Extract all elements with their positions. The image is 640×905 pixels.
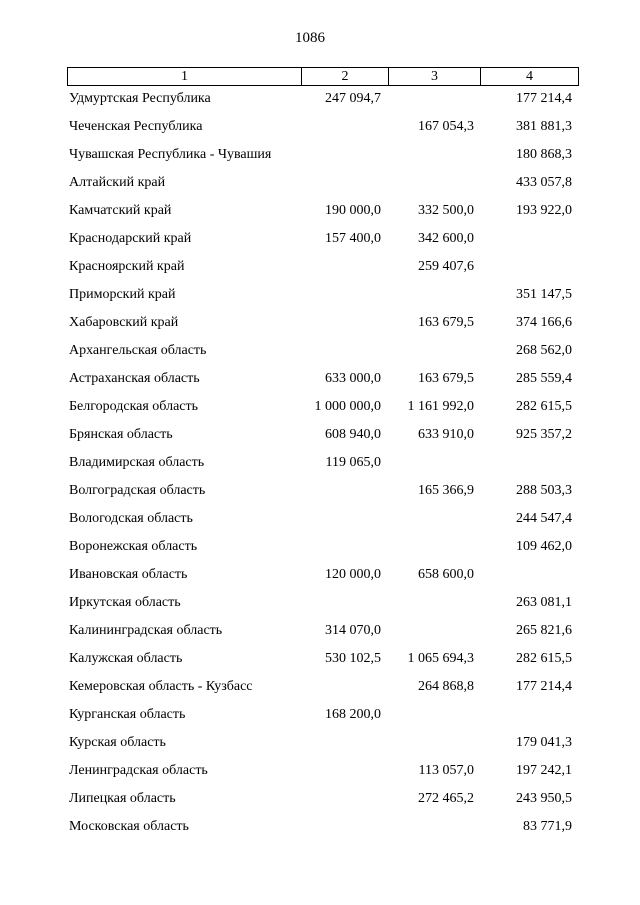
region-name: Кемеровская область - Кузбасс bbox=[69, 679, 253, 694]
value-col-4: 243 950,5 bbox=[516, 791, 572, 806]
value-col-4: 288 503,3 bbox=[516, 483, 572, 498]
value-col-3: 332 500,0 bbox=[418, 203, 474, 218]
value-col-2: 157 400,0 bbox=[325, 231, 381, 246]
value-col-4: 381 881,3 bbox=[516, 119, 572, 134]
value-col-4: 351 147,5 bbox=[516, 287, 572, 302]
region-name: Красноярский край bbox=[69, 259, 185, 274]
value-col-2: 314 070,0 bbox=[325, 623, 381, 638]
region-name: Московская область bbox=[69, 819, 189, 834]
table-row bbox=[0, 705, 640, 733]
table-row bbox=[0, 621, 640, 649]
value-col-2: 168 200,0 bbox=[325, 707, 381, 722]
table-row bbox=[0, 593, 640, 621]
value-col-2: 633 000,0 bbox=[325, 371, 381, 386]
value-col-2: 120 000,0 bbox=[325, 567, 381, 582]
table-row bbox=[0, 481, 640, 509]
table-row bbox=[0, 509, 640, 537]
table-row bbox=[0, 817, 640, 845]
region-name: Ленинградская область bbox=[69, 763, 208, 778]
region-name: Чеченская Республика bbox=[69, 119, 203, 134]
value-col-3: 163 679,5 bbox=[418, 315, 474, 330]
table-row bbox=[0, 789, 640, 817]
value-col-3: 165 366,9 bbox=[418, 483, 474, 498]
region-name: Владимирская область bbox=[69, 455, 205, 470]
region-name: Калужская область bbox=[69, 651, 183, 666]
value-col-4: 177 214,4 bbox=[516, 679, 572, 694]
region-name: Астраханская область bbox=[69, 371, 200, 386]
table-row bbox=[0, 229, 640, 257]
value-col-2: 247 094,7 bbox=[325, 91, 381, 106]
value-col-4: 282 615,5 bbox=[516, 399, 572, 414]
table-row bbox=[0, 425, 640, 453]
table-row bbox=[0, 369, 640, 397]
value-col-2: 119 065,0 bbox=[325, 455, 381, 470]
value-col-4: 285 559,4 bbox=[516, 371, 572, 386]
header-col-1: 1 bbox=[68, 68, 302, 86]
value-col-3: 342 600,0 bbox=[418, 231, 474, 246]
value-col-4: 265 821,6 bbox=[516, 623, 572, 638]
region-name: Липецкая область bbox=[69, 791, 176, 806]
value-col-4: 177 214,4 bbox=[516, 91, 572, 106]
region-name: Курская область bbox=[69, 735, 166, 750]
header-col-2: 2 bbox=[302, 68, 389, 86]
region-name: Воронежская область bbox=[69, 539, 198, 554]
region-name: Вологодская область bbox=[69, 511, 193, 526]
table-row bbox=[0, 117, 640, 145]
value-col-4: 282 615,5 bbox=[516, 651, 572, 666]
table-row bbox=[0, 89, 640, 117]
value-col-3: 113 057,0 bbox=[418, 763, 474, 778]
page-number: 1086 bbox=[295, 30, 325, 46]
region-name: Курганская область bbox=[69, 707, 186, 722]
table-row bbox=[0, 313, 640, 341]
value-col-3: 272 465,2 bbox=[418, 791, 474, 806]
value-col-4: 925 357,2 bbox=[516, 427, 572, 442]
header-col-3: 3 bbox=[389, 68, 481, 86]
table-row bbox=[0, 397, 640, 425]
region-name: Волгоградская область bbox=[69, 483, 206, 498]
table-row bbox=[0, 285, 640, 313]
table-row bbox=[0, 257, 640, 285]
value-col-4: 193 922,0 bbox=[516, 203, 572, 218]
region-name: Приморский край bbox=[69, 287, 176, 302]
table-body bbox=[0, 89, 640, 845]
table-row bbox=[0, 341, 640, 369]
value-col-4: 244 547,4 bbox=[516, 511, 572, 526]
value-col-4: 180 868,3 bbox=[516, 147, 572, 162]
region-name: Белгородская область bbox=[69, 399, 199, 414]
value-col-3: 1 065 694,3 bbox=[407, 651, 474, 666]
region-name: Краснодарский край bbox=[69, 231, 192, 246]
region-name: Удмуртская Республика bbox=[69, 91, 211, 106]
value-col-2: 530 102,5 bbox=[325, 651, 381, 666]
table-row bbox=[0, 145, 640, 173]
value-col-3: 1 161 992,0 bbox=[407, 399, 474, 414]
value-col-4: 433 057,8 bbox=[516, 175, 572, 190]
table-header bbox=[67, 67, 579, 86]
value-col-4: 263 081,1 bbox=[516, 595, 572, 610]
value-col-3: 259 407,6 bbox=[418, 259, 474, 274]
table-row bbox=[0, 537, 640, 565]
region-name: Иркутская область bbox=[69, 595, 181, 610]
table-row bbox=[0, 761, 640, 789]
value-col-3: 163 679,5 bbox=[418, 371, 474, 386]
region-name: Камчатский край bbox=[69, 203, 172, 218]
region-name: Чувашская Республика - Чувашия bbox=[69, 147, 272, 162]
region-name: Алтайский край bbox=[69, 175, 166, 190]
region-name: Архангельская область bbox=[69, 343, 207, 358]
value-col-4: 109 462,0 bbox=[516, 539, 572, 554]
value-col-2: 608 940,0 bbox=[325, 427, 381, 442]
value-col-3: 658 600,0 bbox=[418, 567, 474, 582]
table-row bbox=[0, 201, 640, 229]
region-name: Калининградская область bbox=[69, 623, 223, 638]
value-col-4: 83 771,9 bbox=[523, 819, 572, 834]
table-row bbox=[0, 453, 640, 481]
value-col-3: 633 910,0 bbox=[418, 427, 474, 442]
value-col-2: 190 000,0 bbox=[325, 203, 381, 218]
value-col-4: 197 242,1 bbox=[516, 763, 572, 778]
table-row bbox=[0, 733, 640, 761]
table-row bbox=[0, 677, 640, 705]
value-col-3: 167 054,3 bbox=[418, 119, 474, 134]
table-row bbox=[0, 565, 640, 593]
header-col-4: 4 bbox=[481, 68, 579, 86]
value-col-4: 179 041,3 bbox=[516, 735, 572, 750]
table-row bbox=[0, 173, 640, 201]
region-name: Хабаровский край bbox=[69, 315, 179, 330]
region-name: Ивановская область bbox=[69, 567, 188, 582]
value-col-4: 268 562,0 bbox=[516, 343, 572, 358]
value-col-2: 1 000 000,0 bbox=[314, 399, 381, 414]
value-col-4: 374 166,6 bbox=[516, 315, 572, 330]
value-col-3: 264 868,8 bbox=[418, 679, 474, 694]
table-row bbox=[0, 649, 640, 677]
region-name: Брянская область bbox=[69, 427, 173, 442]
